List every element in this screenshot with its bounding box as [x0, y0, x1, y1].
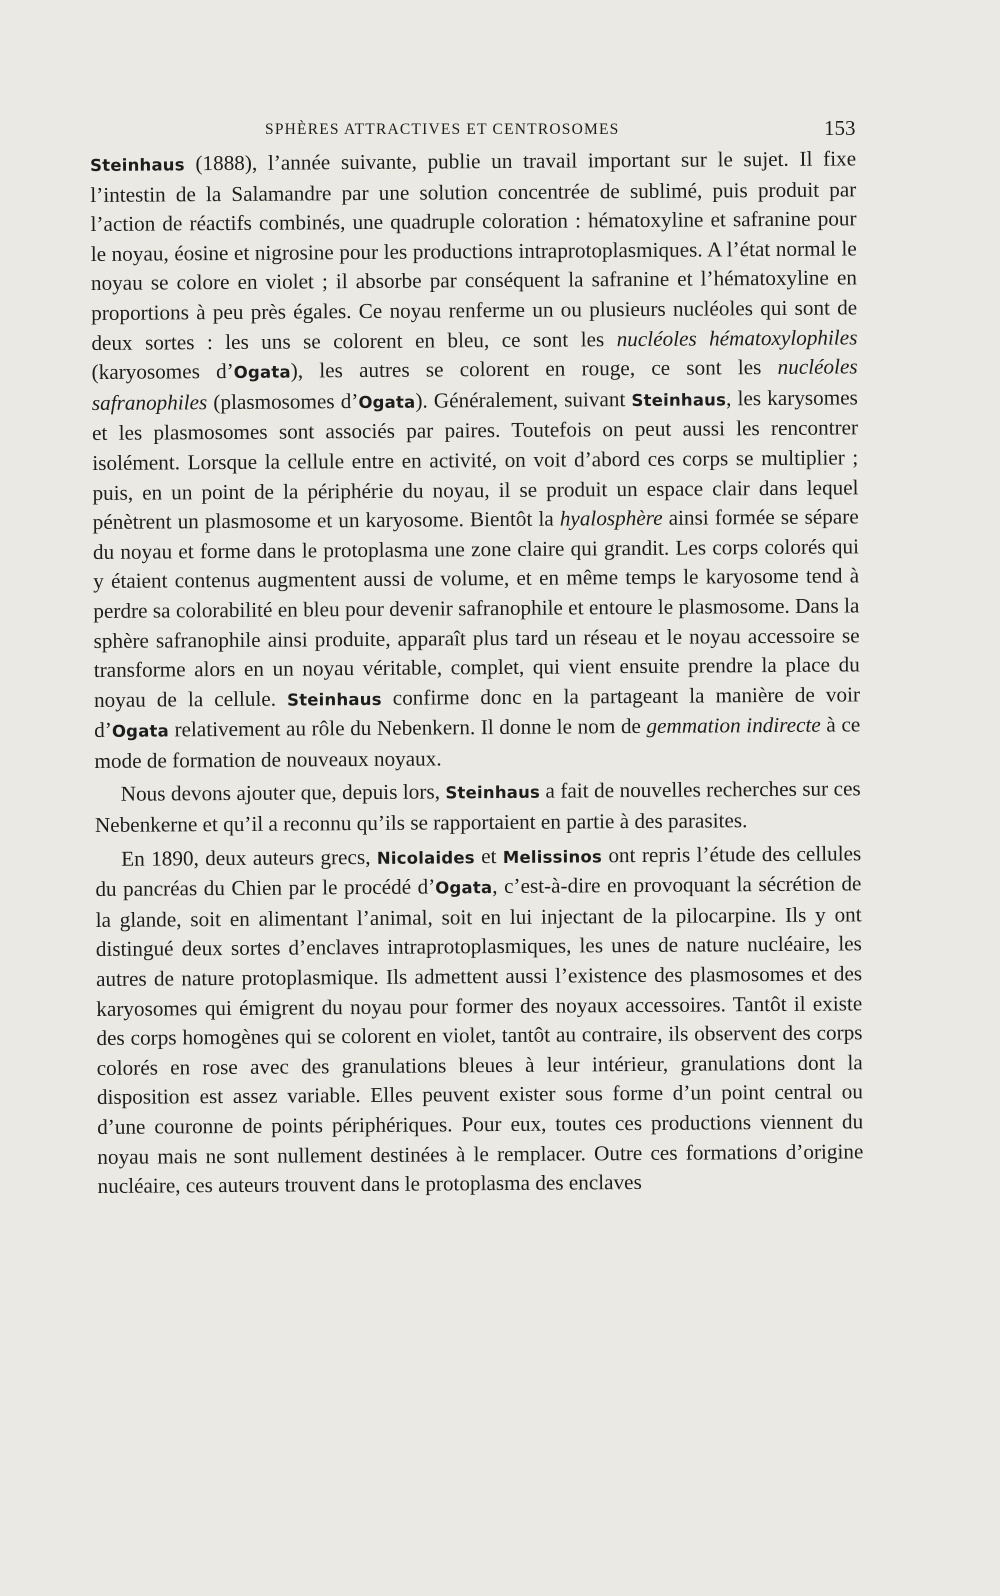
author-name: Nicolaides [376, 847, 475, 868]
text-run: ). Généralement, suivant [415, 386, 632, 413]
text-run: à ce mode de formation de nouveaux noyaux. [94, 712, 861, 773]
text-run: (karyosomes d’ [91, 359, 234, 385]
text-run: (1888), l’année suivante, publie un travail important sur le sujet. Il fixe l’intestin de la Salamandre par une solution concentrée de sublimé, puis produit par l’action de réactifs combinés, une quadruple coloration : hématoxyline et safranine pour le noyau, éosine et nigrosine pour les productions intraprotoplasmiques. A l’état normal le noyau se colore en violet ; il absorbe par conséquent la safranine et l’hématoxyline en proportions à peu près égales. Ce noyau renferme un ou plusieurs nucléoles qui sont de deux sortes : les uns se colorent en bleu, ce sont les [90, 146, 858, 355]
text-run: a fait de nouvelles recherches sur ces Nebenkerne et qu’il a reconnu qu’ils se rapportaient en partie à des parasites. [94, 776, 861, 838]
author-name: Steinhaus [631, 390, 727, 410]
text-run: Nous devons ajouter que, depuis lors, [120, 779, 446, 807]
paragraph-nebenkerne [95, 775, 861, 841]
author-name: Ogata [111, 721, 169, 742]
author-name: Ogata [233, 362, 291, 383]
author-name: Steinhaus [445, 783, 541, 803]
paragraph-steinhaus [90, 144, 861, 776]
text-run: ), les autres se colorent en rouge, ce sont les [290, 355, 778, 383]
text-run: confirme donc en la partageant la manière de voir d’ [94, 682, 861, 743]
text-run: (plasmosomes d’ [207, 388, 359, 414]
text-run: relativement au rôle du Nebenkern. Il donne le nom de [168, 714, 647, 742]
text-run: et [474, 843, 503, 868]
paragraph-nicolaides-melissinos [95, 839, 864, 1202]
text-run: ont repris l’étude des cellules du pancréas du Chien par le procédé d’ [95, 841, 862, 902]
text-run: , c’est-à-dire en provoquant la sécrétion de la glande, soit en alimentant l’animal, soit en lui injectant de la pilocarpine. Ils y ont distingué deux sortes d’enclaves intraprotoplasmiques, les unes de nature nucléaire, les autres de nature protoplasmique. Ils admettent aussi l’existence des plasmosomes et des karyosomes qui émigrent du noyau pour former des noyaux accessoires. Tantôt il existe des corps homogènes qui se colorent en violet, tantôt au contraire, ils observent des corps colorés en rose avec des granulations bleues à leur intérieur, granulations dont la disposition est assez variable. Elles peuvent exister sous forme d’un point central ou d’une couronne de points périphériques. Pour eux, toutes ces productions viennent du noyau mais ne sont nullement destinées à le remplacer. Outre ces formations d’origine nucléaire, ces auteurs trouvent dans le protoplasma des enclaves [95, 871, 864, 1199]
text-run: , les karysomes et les plasmosomes sont associés par paires. Toutefois on peut aussi les rencontrer isolément. Lorsque la cellule entre en activité, on voit d’abord ces corps se multiplier ; puis, en un point de la périphérie du noyau, il se produit un espace clair dans lequel pénètrent un plasmosome et un karyosome. Bientôt la [91, 385, 859, 535]
text-run: En 1890, deux auteurs grecs, [121, 844, 377, 871]
italic-term: nucléoles hématoxylophiles [616, 324, 858, 351]
page-number: 153 [824, 116, 856, 140]
italic-term: gemmation indirecte [646, 712, 821, 739]
italic-term: nucléoles safranophiles [91, 354, 858, 415]
author-name: Ogata [358, 392, 416, 412]
running-head: SPHÈRES ATTRACTIVES ET CENTROSOMES [265, 121, 620, 138]
author-name: Melissinos [502, 846, 603, 867]
author-name: Steinhaus [287, 689, 382, 710]
italic-term: hyalosphère [559, 505, 663, 531]
text-run: ainsi formée se sépare du noyau et forme dans le protoplasma une zone claire qui grandit. Les corps colorés qui y étaient contenus augmentent aussi de volume, et en même temps le karyosome tend à perdre sa colorabilité en bleu pour devenir safranophile et entoure le plasmosome. Dans la sphère safranophile ainsi produite, apparaît plus tard un réseau et le noyau accessoire se transforme alors en un noyau véritable, complet, qui vient ensuite prendre la place du noyau de la cellule. [92, 504, 860, 712]
author-name: Steinhaus [90, 155, 185, 175]
body-text [90, 144, 864, 1201]
author-name: Ogata [435, 878, 493, 898]
